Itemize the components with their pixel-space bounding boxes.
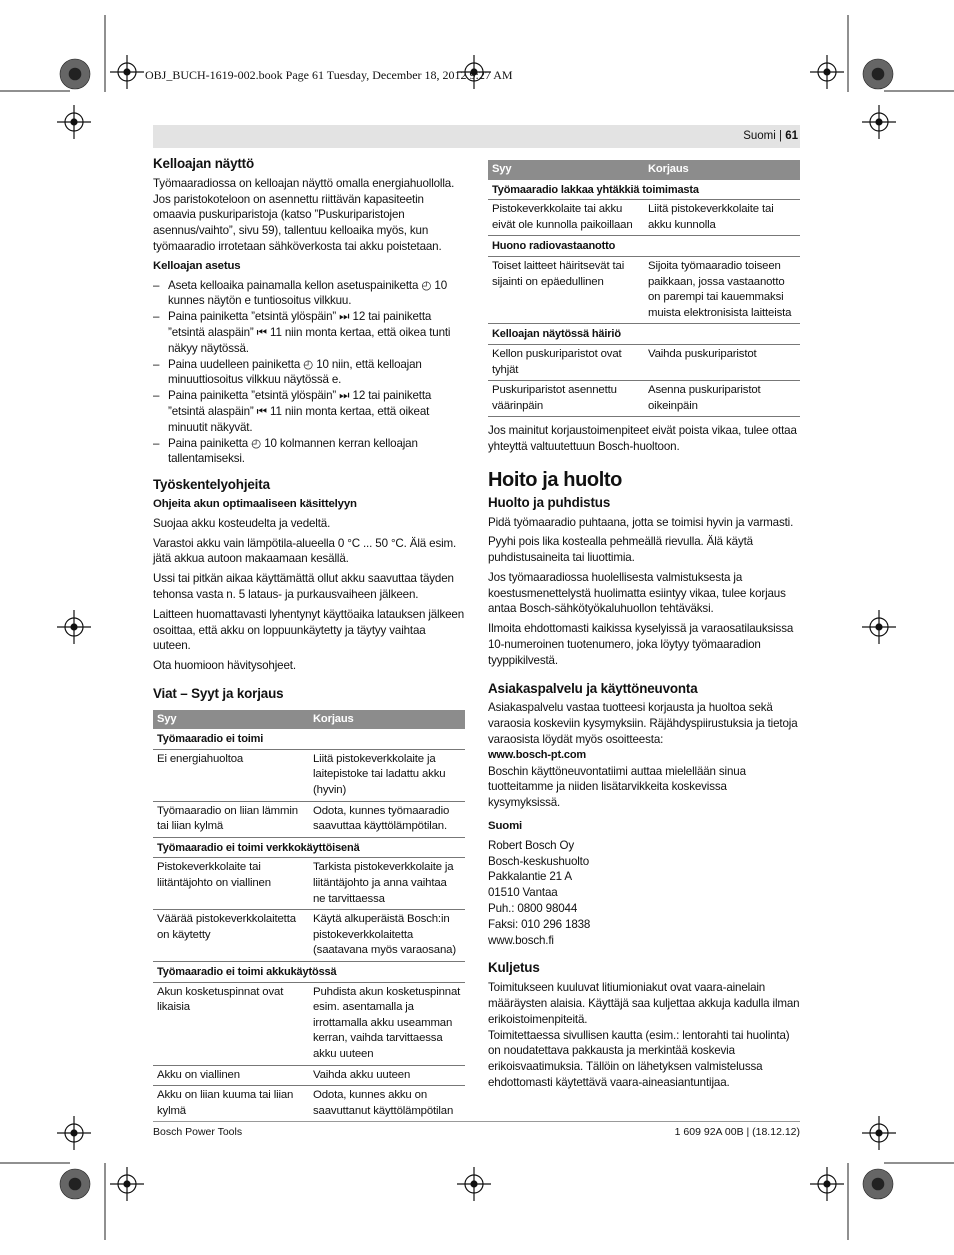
table-row: Akku on liian kuuma tai liian kylmä Odota, kunnes akku on saavuttanut käyttölämpötilan — [153, 1086, 465, 1122]
table-section-row: Kelloajan näytössä häiriö — [488, 324, 800, 345]
table-row: Pistokeverkkolaite tai akku eivät ole kunnolla paikoillaan Liitä pistokeverkkolaite tai akku kunnolla — [488, 200, 800, 236]
header-bar — [153, 125, 800, 148]
header-separator: | — [775, 130, 786, 142]
paragraph-kuljetus-2: Toimitettaessa sivullisen kautta (esim.: lentorahti tai huolinta) on noudatettava pakkausta ja merkintää koskevia erikoisvaatimuksia. Tällöin on lähetyksen valmistelussa ehdottomasti käytettävä vaara-aineasiantuntijaa. — [488, 1028, 790, 1089]
table-header-row — [488, 160, 800, 180]
list-item: – Paina painiketta ”etsintä ylöspäin” ⏭ 12 tai painiketta ”etsintä alaspäin” ⏮ 11 niin monta kertaa, että oikeat minuutit näkyvät. — [153, 388, 465, 435]
paragraph-kuljetus-1: Toimitukseen kuuluvat litiumioniakut ovat vaara-ainelain määräysten alaisia. Käyttäjä saa kuljettaa akkuja kadulla ilman erikoistoimenpiteitä. — [488, 981, 800, 1026]
bosch-pt-url[interactable]: www.bosch-pt.com — [488, 748, 587, 761]
heading-tyoskentely: Työskentelyohjeita — [153, 477, 270, 493]
table-row: Työmaaradio on liian lämmin tai liian kylmä Odota, kunnes työmaaradio saavuttaa käyttölämpötilan. — [153, 801, 465, 837]
list-item: – Aseta kelloaika painamalla kellon asetuspainiketta ◴ 10 kunnes näytön e tuntiosoitus vilkkuu. — [153, 278, 465, 310]
table-row: Väärää pistokeverkkolaitetta on käytetty Käytä alkuperäistä Bosch:in pistokeverkkolaitetta (saatavana myös varaosana) — [153, 910, 465, 962]
header-language: Suomi — [743, 130, 776, 142]
paragraph-huolto-4: Ilmoita ehdottomasti kaikissa kyselyissä ja varaosatilauksissa 10-numeroinen tuotenumero, joka löytyy työmaaradion tyyppikilvestä. — [488, 622, 794, 667]
list-item: – Paina uudelleen painiketta ◴ 10 niin, että kelloajan minuuttiosoitus vilkkuu näytössä e. — [153, 357, 465, 389]
left-column — [153, 156, 465, 1128]
paragraph-akku-2: Varastoi akku vain lämpötila-alueella 0 °C ... 50 °C. Älä esim. jätä akkua autoon makaamaan kesällä. — [153, 536, 457, 566]
table-header-row — [153, 710, 465, 730]
address-line: Pakkalantie 21 A — [488, 870, 572, 884]
table-row: Puskuriparistot asennettu väärinpäin Asenna puskuriparistot oikeinpäin — [488, 381, 800, 417]
paragraph-akku-4: Laitteen huomattavasti lyhentynyt käyttöaika latauksen jälkeen osoittaa, että akku on loppuunkäytetty ja täytyy vaihtaa uuteen. — [153, 607, 465, 653]
paragraph-akku-1: Suojaa akku kosteudelta ja vedeltä. — [153, 516, 331, 530]
address-line: Faksi: 010 296 1838 — [488, 917, 591, 931]
table-section-row: Työmaaradio ei toimi akkukäytössä — [153, 962, 465, 983]
address-block — [488, 838, 800, 949]
heading-viat: Viat – Syyt ja korjaus — [153, 685, 284, 701]
table-row: Akun kosketuspinnat ovat likaisia Puhdista akun kosketuspinnat esim. asentamalla ja irrottamalla akku useamman kerran, vaihda tarvittaessa akku uuteen — [153, 982, 465, 1065]
heading-kelloajan-naytto: Kelloajan näyttö — [153, 156, 255, 171]
column-header-syy: Syy — [153, 710, 309, 730]
heading-huolto-ja-puhdistus: Huolto ja puhdistus — [488, 494, 611, 510]
table-section-row: Työmaaradio ei toimi verkkokäyttöisenä — [153, 837, 465, 858]
table-section-row: Työmaaradio lakkaa yhtäkkiä toimimasta — [488, 180, 800, 200]
paragraph-huolto-2: Pyyhi pois lika kostealla pehmeällä rievulla. Älä käytä puhdistusaineita tai liuottimia. — [488, 535, 753, 565]
heading-kuljetus: Kuljetus — [488, 960, 540, 976]
fault-table-left — [153, 710, 465, 1123]
table-row: Toiset laitteet häiritsevät tai sijainti on epäedullinen Sijoita työmaaradio toiseen paikkaan, jossa vastaanotto on parempi tai kauemmaksi muista elektronisista laitteista — [488, 256, 800, 323]
heading-suomi: Suomi — [488, 820, 523, 833]
fault-table-right — [488, 160, 800, 417]
list-item: – Paina painiketta ”etsintä ylöspäin” ⏭ 12 tai painiketta ”etsintä alaspäin” ⏮ 11 niin monta kertaa, että oikea tunti näkyy näytössä. — [153, 309, 465, 356]
right-column — [488, 160, 800, 1095]
address-line: Puh.: 0800 98044 — [488, 902, 578, 916]
paragraph-akku-3: Ussi tai pitkän aikaa käyttämättä ollut akku saavuttaa täyden tehonsa vasta n. 5 lataus- ja purkausvaiheen jälkeen. — [153, 572, 454, 601]
heading-asiakaspalvelu: Asiakaspalvelu ja käyttöneuvonta — [488, 680, 698, 696]
heading-akku: Ohjeita akun optimaaliseen käsittelyyn — [153, 497, 357, 510]
list-item: – Paina painiketta ◴ 10 kolmannen kerran kelloajan tallentamiseksi. — [153, 436, 465, 468]
steps-list — [153, 278, 465, 468]
page-header — [743, 130, 798, 142]
column-header-korjaus: Korjaus — [309, 710, 465, 730]
footer-right: 1 609 92A 00B | (18.12.12) — [674, 1126, 800, 1138]
heading-hoito-ja-huolto: Hoito ja huolto — [488, 468, 622, 491]
table-row: Akku on viallinen Vaihda akku uuteen — [153, 1065, 465, 1086]
page-number: 61 — [785, 130, 798, 142]
footer-left: Bosch Power Tools — [153, 1126, 243, 1138]
paragraph-jos: Jos mainitut korjaustoimenpiteet eivät poista vikaa, tulee ottaa yhteyttä valtuutettuun Bosch-huoltoon. — [488, 424, 797, 454]
table-row: Pistokeverkkolaite tai liitäntäjohto on viallinen Tarkista pistokeverkkolaite ja liitäntäjohto ja anna vaihtaa ne tarvittaessa — [153, 858, 465, 910]
address-line: Bosch-keskushuolto — [488, 854, 590, 868]
column-header-korjaus: Korjaus — [644, 160, 800, 180]
print-slug: OBJ_BUCH-1619-002.book Page 61 Tuesday, December 18, 2012 9:27 AM — [145, 68, 513, 82]
address-line: Robert Bosch Oy — [488, 838, 575, 852]
paragraph-huolto-3: Jos työmaaradiossa huolellisesta valmistuksesta ja koestusmenettelystä huolimatta esiintyy vikaa, tulee korjaus antaa Bosch-sähkötyökaluhuollon tehtäväksi. — [488, 570, 786, 616]
paragraph-asiakas-1: Asiakaspalvelu vastaa tuotteesi korjausta ja huoltoa sekä varaosia koskeviin kysymyksiin. Räjähdyspiirustuksia ja tietoja varaosista löydät myös osoitteesta: — [488, 701, 798, 747]
table-row: Kellon puskuriparistot ovat tyhjät Vaihda puskuriparistot — [488, 344, 800, 380]
table-row: Ei energiahuoltoa Liitä pistokeverkkolaite ja laitepistoke tai ladattu akku (hyvin) — [153, 749, 465, 801]
paragraph-asiakas-2: Boschin käyttöneuvontatiimi auttaa mielellään sinua tuotteitamme ja niiden lisätarvikkeita koskevissa kysymyksissä. — [488, 764, 746, 810]
address-line: 01510 Vantaa — [488, 886, 558, 900]
table-section-row: Työmaaradio ei toimi — [153, 729, 465, 749]
address-line: www.bosch.fi — [488, 933, 554, 947]
paragraph-huolto-1: Pidä työmaaradio puhtaana, jotta se toimisi hyvin ja varmasti. — [488, 515, 794, 529]
paragraph-kelloajan: Työmaaradiossa on kelloajan näyttö omalla energiahuollolla. Jos paristokoteloon on asennettu riittävän kapasiteetin omaavia puskuriparistoja (katso ”Puskuriparistojen asennus/vaihto”, sivu 59), tallentuu kelloaika myös, kun työmaaradio irrotetaan sähköverkosta tai akku poistetaan. — [153, 176, 455, 253]
table-section-row: Huono radiovastaanotto — [488, 236, 800, 257]
paragraph-akku-5: Ota huomioon hävitysohjeet. — [153, 659, 296, 673]
heading-kelloajan-asetus: Kelloajan asetus — [153, 259, 241, 272]
footer-rule — [153, 1121, 800, 1122]
column-header-syy: Syy — [488, 160, 644, 180]
